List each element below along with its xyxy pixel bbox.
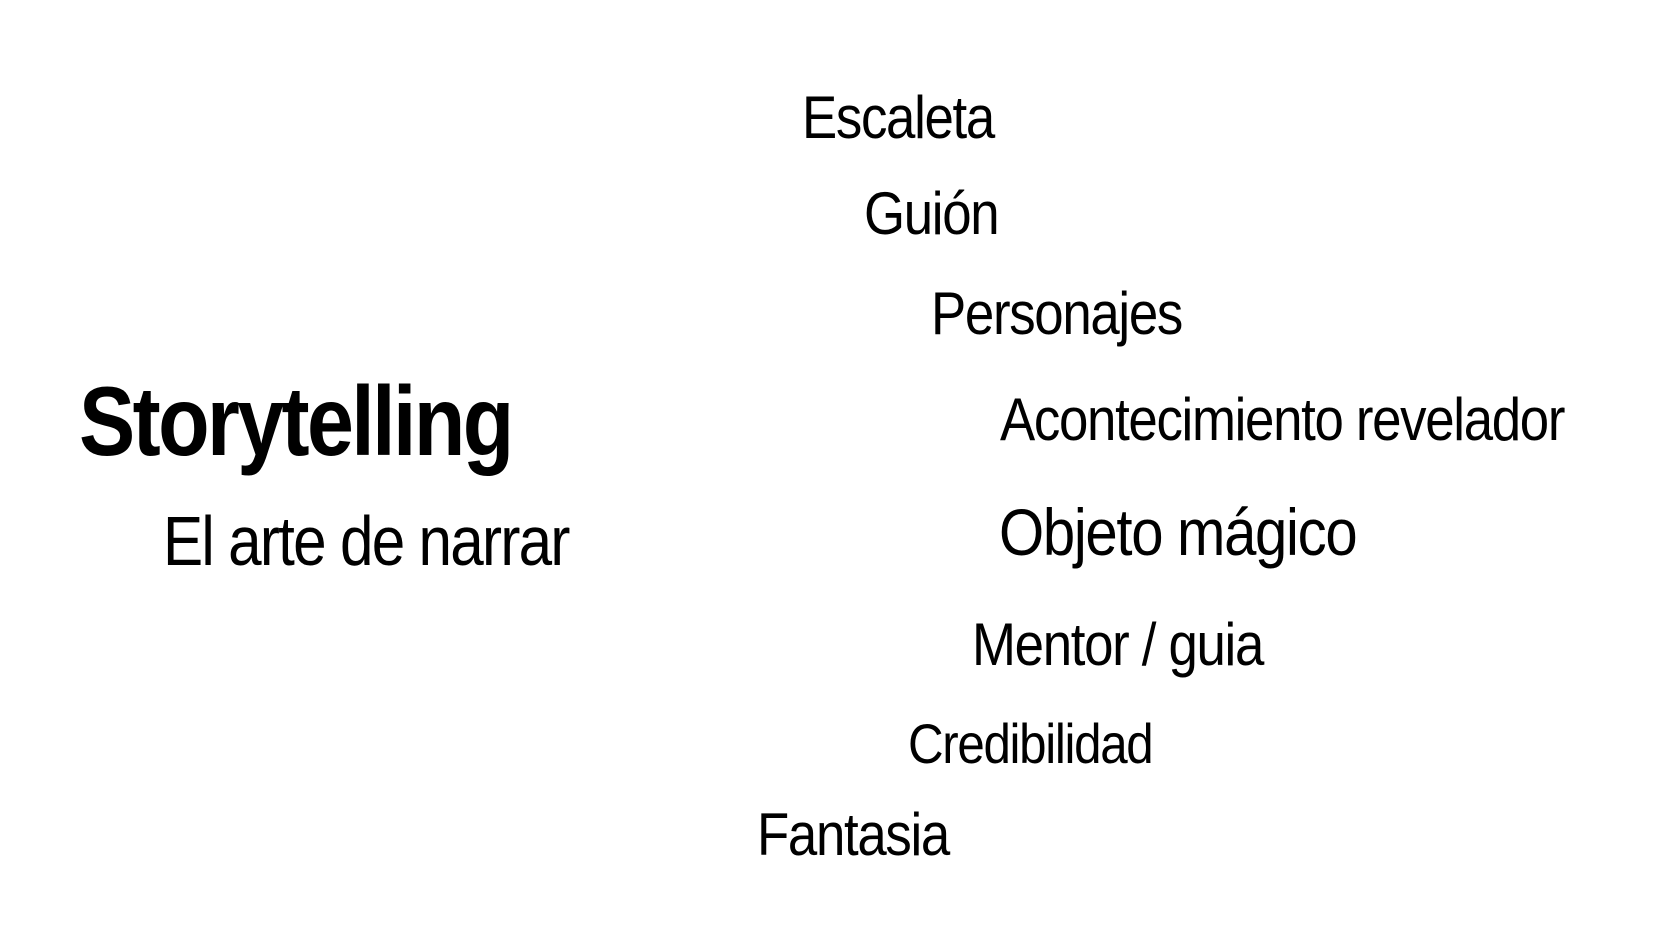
word-escaleta: Escaleta xyxy=(802,84,994,151)
word-fantasia: Fantasia xyxy=(757,801,949,868)
word-personajes: Personajes xyxy=(931,280,1182,347)
word-objeto-magico: Objeto mágico xyxy=(999,495,1357,569)
word-credibilidad: Credibilidad xyxy=(908,712,1153,775)
slide-title: Storytelling xyxy=(79,366,512,476)
word-mentor-guia: Mentor / guia xyxy=(972,611,1264,678)
word-guion: Guión xyxy=(864,180,999,247)
slide-subtitle: El arte de narrar xyxy=(163,502,569,580)
word-acontecimiento-revelador: Acontecimiento revelador xyxy=(1000,386,1565,453)
